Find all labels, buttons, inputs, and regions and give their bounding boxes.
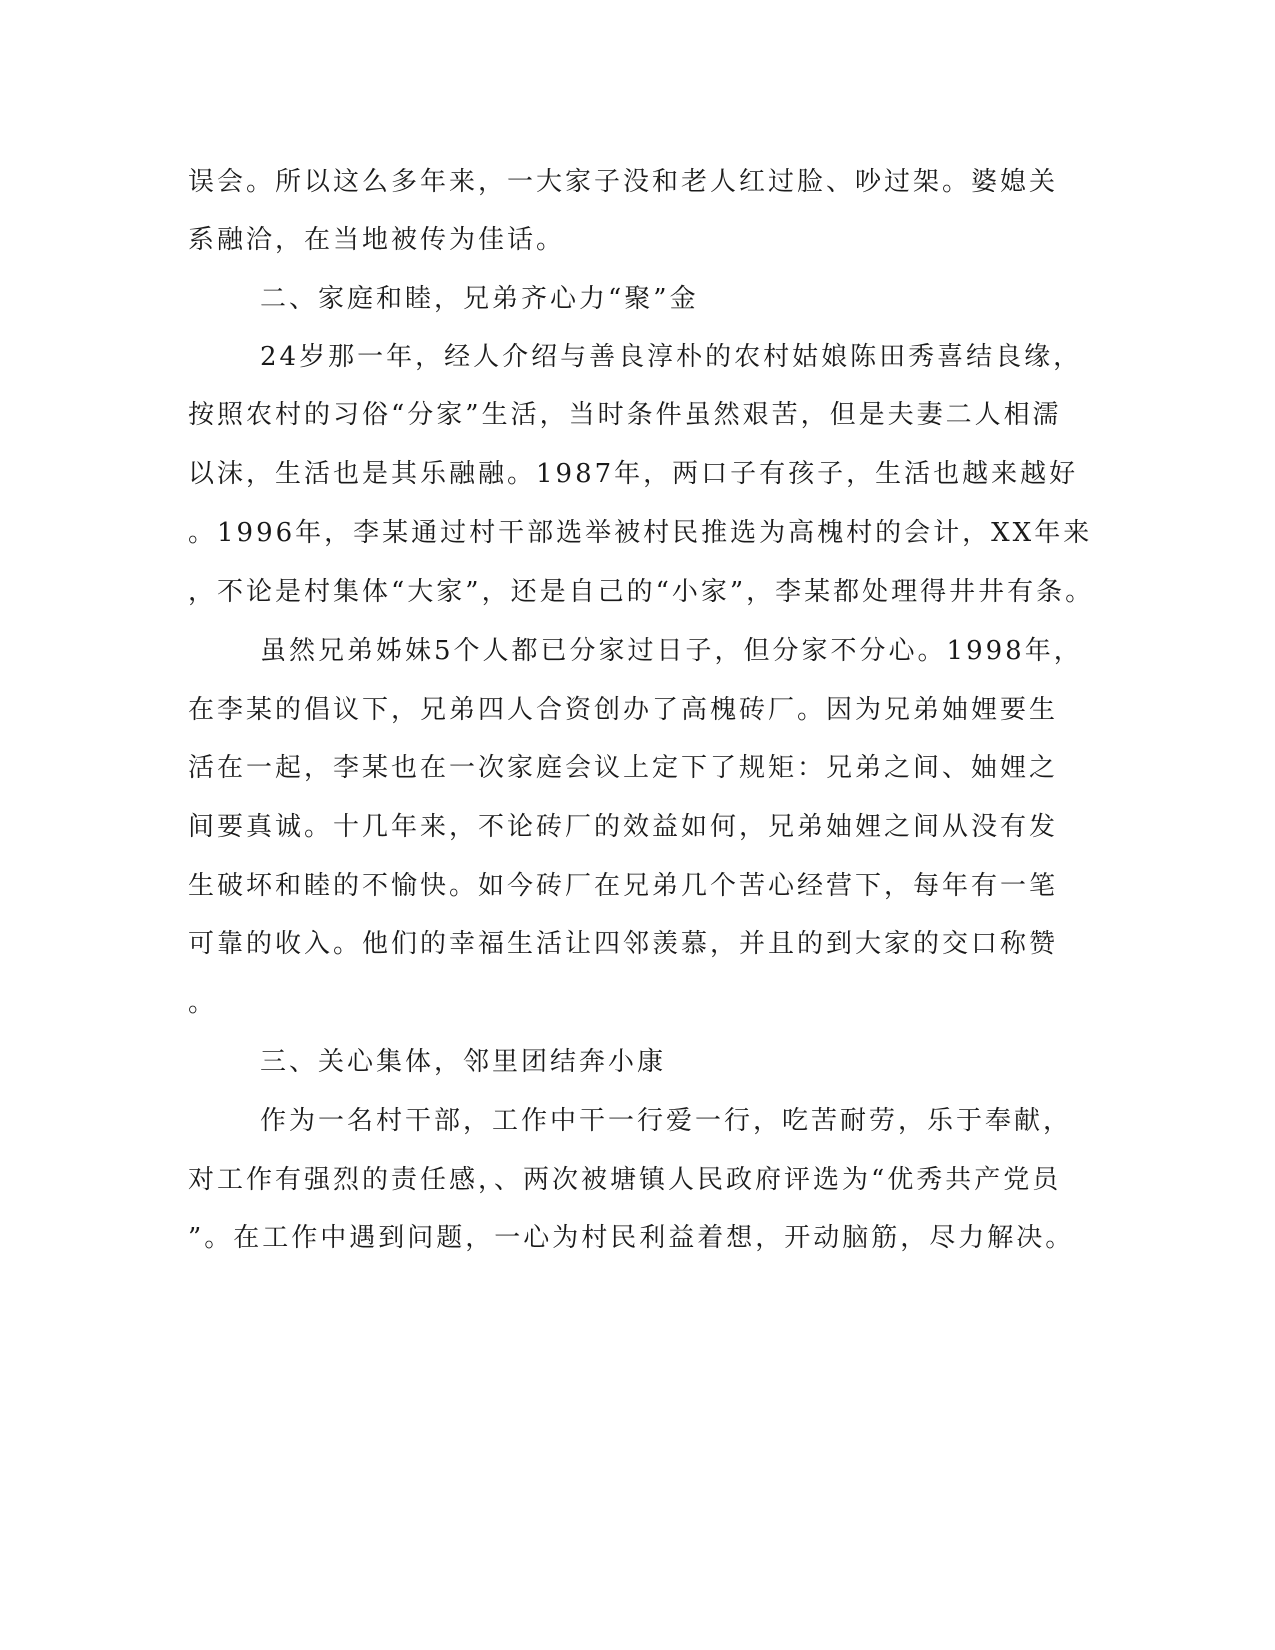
text-line: 24岁那一年，经人介绍与善良淳朴的农村姑娘陈田秀喜结良缘， bbox=[260, 342, 1083, 372]
section-heading: 三、关心集体，邻里团结奔小康 bbox=[260, 1047, 667, 1077]
text-line: 对工作有强烈的责任感，、两次被塘镇人民政府评选为“优秀共产党员 bbox=[188, 1165, 1062, 1195]
text-line: 作为一名村干部，工作中干一行爱一行，吃苦耐劳，乐于奉献， bbox=[260, 1106, 1073, 1136]
text-line: 活在一起，李某也在一次家庭会议上定下了规矩：兄弟之间、妯娌之 bbox=[188, 753, 1059, 783]
text-line: 系融洽，在当地被传为佳话。 bbox=[188, 225, 566, 255]
text-line: 虽然兄弟姊妹5个人都已分家过日子，但分家不分心。1998年， bbox=[260, 636, 1083, 666]
text-line: ”。在工作中遇到问题，一心为村民利益着想，开动脑筋，尽力解决。 bbox=[188, 1223, 1075, 1253]
text-line: 间要真诚。十几年来，不论砖厂的效益如何，兄弟妯娌之间从没有发 bbox=[188, 812, 1059, 842]
text-line: 以沫，生活也是其乐融融。1987年，两口子有孩子，生活也越来越好 bbox=[188, 459, 1079, 489]
text-line: 。1996年，李某通过村干部选举被村民推选为高槐村的会计，XX年来 bbox=[188, 518, 1093, 548]
text-line: 。 bbox=[188, 988, 218, 1018]
text-line: 误会。所以这么多年来，一大家子没和老人红过脸、吵过架。婆媳关 bbox=[188, 167, 1059, 197]
text-line: 可靠的收入。他们的幸福生活让四邻羡慕，并且的到大家的交口称赞 bbox=[188, 929, 1059, 959]
text-line: 生破坏和睦的不愉快。如今砖厂在兄弟几个苦心经营下，每年有一笔 bbox=[188, 871, 1059, 901]
text-line: 按照农村的习俗“分家”生活，当时条件虽然艰苦，但是夫妻二人相濡 bbox=[188, 400, 1062, 430]
section-heading: 二、家庭和睦，兄弟齐心力“聚”金 bbox=[260, 284, 699, 314]
text-line: ，不论是村集体“大家”，还是自己的“小家”，李某都处理得井井有条。 bbox=[188, 577, 1095, 607]
text-line: 在李某的倡议下，兄弟四人合资创办了高槐砖厂。因为兄弟妯娌要生 bbox=[188, 695, 1059, 725]
